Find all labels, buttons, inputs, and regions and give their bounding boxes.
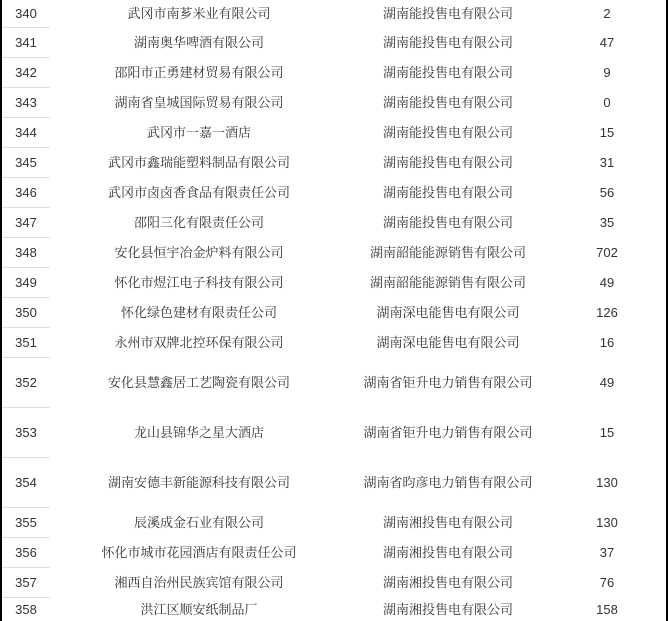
seller-name-cell xyxy=(348,58,548,88)
company-name-cell xyxy=(50,58,348,88)
seller-name-text: 湖南深电能售电有限公司 xyxy=(376,335,520,351)
seller-name-cell xyxy=(348,538,548,568)
seller-name-text: 湖南省钜升电力销售有限公司 xyxy=(363,425,533,441)
row-number-cell xyxy=(2,118,50,148)
value-cell xyxy=(548,238,666,268)
row-number-text: 344 xyxy=(15,124,37,140)
row-number-text: 353 xyxy=(15,424,37,440)
company-name-cell xyxy=(50,88,348,118)
table-row xyxy=(2,458,666,508)
company-name-cell xyxy=(50,458,348,508)
seller-name-text: 湖南深电能售电有限公司 xyxy=(376,305,520,321)
seller-name-cell xyxy=(348,88,548,118)
value-cell xyxy=(548,408,666,458)
seller-name-cell xyxy=(348,508,548,538)
value-text: 158 xyxy=(596,601,618,617)
value-text: 126 xyxy=(596,305,618,321)
value-text: 702 xyxy=(596,245,618,261)
value-cell xyxy=(548,358,666,408)
row-number-text: 342 xyxy=(15,64,37,80)
table-row xyxy=(2,28,666,58)
company-name-text: 安化县恒宇冶金炉料有限公司 xyxy=(114,245,284,261)
value-cell xyxy=(548,538,666,568)
value-cell xyxy=(548,268,666,298)
row-number-text: 355 xyxy=(15,514,37,530)
company-name-cell xyxy=(50,118,348,148)
seller-name-text: 湖南省钜升电力销售有限公司 xyxy=(363,375,533,391)
company-name-cell xyxy=(50,508,348,538)
table-row xyxy=(2,508,666,538)
row-number-cell xyxy=(2,208,50,238)
company-name-text: 湖南奥华啤酒有限公司 xyxy=(133,35,264,51)
seller-name-cell xyxy=(348,298,548,328)
row-number-cell xyxy=(2,238,50,268)
company-name-text: 龙山县锦华之星大酒店 xyxy=(133,425,264,441)
row-number-text: 347 xyxy=(15,214,37,230)
company-name-cell xyxy=(50,538,348,568)
table-row xyxy=(2,358,666,408)
seller-name-text: 湖南能投售电有限公司 xyxy=(382,65,513,81)
row-number-cell xyxy=(2,88,50,118)
seller-name-text: 湖南湘投售电有限公司 xyxy=(382,601,513,617)
seller-name-cell xyxy=(348,148,548,178)
row-number-cell xyxy=(2,408,50,458)
row-number-text: 340 xyxy=(15,5,37,21)
value-text: 35 xyxy=(599,215,615,231)
row-number-text: 356 xyxy=(15,544,37,560)
value-text: 16 xyxy=(599,335,615,351)
company-name-text: 湖南安德丰新能源科技有限公司 xyxy=(107,475,290,491)
value-cell xyxy=(548,148,666,178)
company-name-text: 湘西自治州民族宾馆有限公司 xyxy=(114,575,284,591)
value-text: 76 xyxy=(599,575,615,591)
seller-name-text: 湖南省昀彦电力销售有限公司 xyxy=(363,475,533,491)
company-name-cell xyxy=(50,238,348,268)
table-row xyxy=(2,328,666,358)
company-name-cell xyxy=(50,598,348,621)
value-cell xyxy=(548,568,666,598)
seller-name-text: 湖南湘投售电有限公司 xyxy=(382,545,513,561)
table-row xyxy=(2,598,666,621)
row-number-cell xyxy=(2,328,50,358)
table-row xyxy=(2,178,666,208)
row-number-text: 348 xyxy=(15,244,37,260)
seller-name-text: 湖南能投售电有限公司 xyxy=(382,6,513,22)
seller-name-text: 湖南能投售电有限公司 xyxy=(382,95,513,111)
row-number-text: 357 xyxy=(15,574,37,590)
value-text: 49 xyxy=(599,275,615,291)
row-number-cell xyxy=(2,298,50,328)
seller-name-text: 湖南韶能能源销售有限公司 xyxy=(369,275,526,291)
seller-name-text: 湖南能投售电有限公司 xyxy=(382,185,513,201)
value-cell xyxy=(548,508,666,538)
seller-name-cell xyxy=(348,408,548,458)
table-row xyxy=(2,568,666,598)
company-name-cell xyxy=(50,148,348,178)
company-name-text: 武冈市一嘉一酒店 xyxy=(146,125,251,141)
row-number-text: 351 xyxy=(15,334,37,350)
row-number-cell xyxy=(2,458,50,508)
row-number-cell xyxy=(2,268,50,298)
value-cell xyxy=(548,0,666,28)
seller-name-cell xyxy=(348,0,548,28)
value-cell xyxy=(548,458,666,508)
table-row xyxy=(2,58,666,88)
company-name-text: 邵阳三化有限责任公司 xyxy=(133,215,264,231)
row-number-cell xyxy=(2,598,50,621)
company-name-text: 怀化市城市花园酒店有限责任公司 xyxy=(101,545,297,561)
row-number-cell xyxy=(2,0,50,28)
seller-name-text: 湖南湘投售电有限公司 xyxy=(382,515,513,531)
table-row xyxy=(2,88,666,118)
seller-name-text: 湖南韶能能源销售有限公司 xyxy=(369,245,526,261)
company-name-cell xyxy=(50,328,348,358)
value-cell xyxy=(548,118,666,148)
value-text: 0 xyxy=(603,95,611,111)
seller-name-text: 湖南能投售电有限公司 xyxy=(382,125,513,141)
seller-name-text: 湖南能投售电有限公司 xyxy=(382,215,513,231)
seller-name-cell xyxy=(348,328,548,358)
row-number-cell xyxy=(2,358,50,408)
company-name-cell xyxy=(50,28,348,58)
table-row xyxy=(2,538,666,568)
table-row xyxy=(2,298,666,328)
table-row xyxy=(2,148,666,178)
row-number-cell xyxy=(2,28,50,58)
company-name-text: 邵阳市正勇建材贸易有限公司 xyxy=(114,65,284,81)
value-cell xyxy=(548,178,666,208)
row-number-cell xyxy=(2,148,50,178)
company-name-text: 辰溪成金石业有限公司 xyxy=(133,515,264,531)
row-number-cell xyxy=(2,508,50,538)
value-cell xyxy=(548,58,666,88)
company-name-text: 怀化绿色建材有限责任公司 xyxy=(120,305,277,321)
value-cell xyxy=(548,598,666,621)
company-name-cell xyxy=(50,178,348,208)
company-name-text: 安化县慧鑫居工艺陶瓷有限公司 xyxy=(107,375,290,391)
company-name-text: 永州市双牌北控环保有限公司 xyxy=(114,335,284,351)
value-text: 31 xyxy=(599,155,615,171)
row-number-text: 346 xyxy=(15,184,37,200)
value-text: 2 xyxy=(603,6,611,22)
seller-name-cell xyxy=(348,178,548,208)
value-cell xyxy=(548,328,666,358)
company-name-text: 武冈市卤卤香食品有限责任公司 xyxy=(107,185,290,201)
value-text: 15 xyxy=(599,125,615,141)
seller-name-cell xyxy=(348,238,548,268)
company-name-text: 武冈市南芗米业有限公司 xyxy=(127,6,271,22)
company-name-text: 洪江区顺安纸制品厂 xyxy=(140,601,258,617)
seller-name-cell xyxy=(348,568,548,598)
table-row xyxy=(2,208,666,238)
row-number-text: 345 xyxy=(15,154,37,170)
row-number-text: 352 xyxy=(15,374,37,390)
value-cell xyxy=(548,28,666,58)
table-row xyxy=(2,268,666,298)
seller-name-cell xyxy=(348,358,548,408)
value-cell xyxy=(548,208,666,238)
company-name-text: 湖南省皇城国际贸易有限公司 xyxy=(114,95,284,111)
company-name-cell xyxy=(50,0,348,28)
row-number-text: 350 xyxy=(15,304,37,320)
value-cell xyxy=(548,88,666,118)
row-number-text: 341 xyxy=(15,34,37,50)
value-text: 37 xyxy=(599,545,615,561)
seller-name-cell xyxy=(348,268,548,298)
company-name-cell xyxy=(50,358,348,408)
seller-name-text: 湖南能投售电有限公司 xyxy=(382,35,513,51)
company-name-cell xyxy=(50,268,348,298)
company-name-text: 怀化市煜江电子科技有限公司 xyxy=(114,275,284,291)
seller-name-cell xyxy=(348,118,548,148)
company-name-cell xyxy=(50,568,348,598)
company-name-text: 武冈市鑫瑞能塑料制品有限公司 xyxy=(107,155,290,171)
value-text: 9 xyxy=(603,65,611,81)
table-row xyxy=(2,118,666,148)
seller-name-text: 湖南能投售电有限公司 xyxy=(382,155,513,171)
row-number-cell xyxy=(2,568,50,598)
row-number-cell xyxy=(2,58,50,88)
value-text: 15 xyxy=(599,425,615,441)
value-cell xyxy=(548,298,666,328)
seller-name-cell xyxy=(348,208,548,238)
table-row xyxy=(2,408,666,458)
company-name-cell xyxy=(50,208,348,238)
row-number-text: 358 xyxy=(15,601,37,617)
company-name-cell xyxy=(50,298,348,328)
seller-name-cell xyxy=(348,598,548,621)
row-number-text: 343 xyxy=(15,94,37,110)
value-text: 130 xyxy=(596,515,618,531)
seller-name-cell xyxy=(348,458,548,508)
value-text: 130 xyxy=(596,475,618,491)
seller-name-text: 湖南湘投售电有限公司 xyxy=(382,575,513,591)
table-row xyxy=(2,0,666,28)
value-text: 56 xyxy=(599,185,615,201)
row-number-text: 349 xyxy=(15,274,37,290)
company-name-cell xyxy=(50,408,348,458)
row-number-cell xyxy=(2,538,50,568)
row-number-text: 354 xyxy=(15,474,37,490)
seller-name-cell xyxy=(348,28,548,58)
table-row xyxy=(2,238,666,268)
value-text: 47 xyxy=(599,35,615,51)
value-text: 49 xyxy=(599,375,615,391)
row-number-cell xyxy=(2,178,50,208)
